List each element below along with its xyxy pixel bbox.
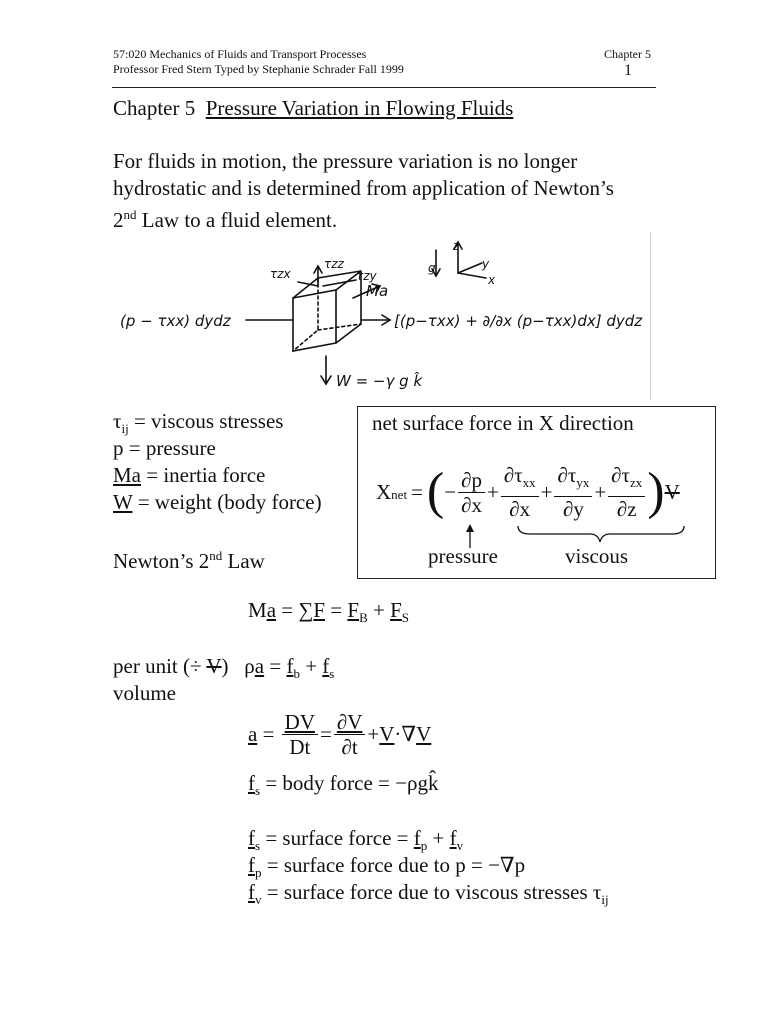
axis-y-arrow [458,263,482,273]
acceleration-equation: a = $\frac{DV}{Dt}$ = $\frac{\partial V}{\partial t}$ + V ·∇ V [248,709,432,759]
x-symbol: X [376,480,392,504]
equals-sign: = [411,480,423,504]
axis-y-label: y [482,257,490,271]
box-title: net surface force in X direction [372,411,634,435]
pressure-label: pressure [428,544,498,568]
course-title: 57:020 Mechanics of Fluids and Transport Processes [113,47,367,61]
axis-z-label: z [453,239,460,253]
w-symbol: W [113,490,133,514]
intro-line-1: For fluids in motion, the pressure variation is no longer [113,149,578,173]
intro-rest: Law to a fluid element. [136,208,338,232]
frac-dv-dt: $\frac{DV}{Dt}$ [282,710,318,759]
page-number: 1 [624,62,632,79]
per-unit-line: per unit (÷ V) $\rho a = f_b + f_s$ [113,654,335,682]
pressure-force-line: $f_p$ = surface force due to p = −∇p [248,853,526,881]
frac-dp-dx: $\frac{\partial p}{\partial x}$ [458,468,485,517]
header-rule [112,87,656,88]
frac-tau-yx: $\frac{\partial\tau_{yx}}{\partial y}$ [554,463,592,520]
volume-word: volume [113,681,176,705]
newton-text: Newton’s 2 [113,549,210,573]
cube-front [293,290,336,351]
title-text: Pressure Variation in Flowing Fluids [205,96,514,120]
gravity-label: g [428,261,436,275]
viscous-force-line: $f_v$ = surface force due to viscous stresses $\tau_{ij}$ [248,880,609,908]
newton-equation: $Ma = \sum F = F_B + F_S$ [248,598,409,626]
axis-x-label: x [488,273,496,287]
plus-2: + [540,480,553,504]
margin-line [650,232,651,400]
frac-tau-zx: $\frac{\partial\tau_{zx}}{\partial z}$ [608,463,645,520]
tau-zz-label: τzz [324,257,344,271]
x-sub: net [391,487,408,502]
right-force-label: [(p−τxx) + ∂/∂x (p−τxx)dx] dydz [394,312,643,330]
def-inertia [113,462,265,488]
intro-sup: nd [123,207,137,222]
weight-label: W = −γ g k̂ [336,372,423,390]
title-prefix: Chapter 5 [113,96,196,120]
surface-force-line: $f_s$ = surface force = $f_p + f_v$ [248,826,464,854]
def-pressure: p = pressure [113,436,216,460]
w-rest: = weight (body force) [132,490,322,514]
tau-zy-label: τzy [356,269,377,283]
volume-symbol: V [664,480,680,504]
page-title [113,95,513,121]
tau-symbol: τ [113,409,122,433]
tau-rest: = viscous stresses [128,409,284,433]
frac-pv-pt: $\frac{\partial V}{\partial t}$ [334,710,366,759]
tau-sub: ij [121,421,129,437]
fluid-element-figure [118,238,648,398]
left-force-label: (p − τxx) dydz [120,312,231,330]
close-paren: ) [647,463,665,520]
viscous-brace [518,526,684,542]
frac-tau-xx: $\frac{\partial\tau_{xx}}{\partial x}$ [501,463,539,520]
plus-3: + [594,480,607,504]
newton-heading [113,543,265,574]
newton-rest: Law [222,549,265,573]
net-force-equation [376,462,680,522]
minus-sign: − [444,480,457,504]
tau-zx-label: τzx [270,267,291,281]
ma-label: Ma [366,282,389,300]
newton-sup: nd [209,548,223,563]
body-force-line: $f_s$ = body force = −ρgk̂ [248,771,439,799]
def-weight [113,489,322,515]
ma-symbol: Ma [113,463,141,487]
open-paren: ( [426,463,445,520]
authors-line: Professor Fred Stern Typed by Stephanie Schrader Fall 1999 [113,62,404,76]
ma-rest: = inertia force [141,463,266,487]
intro-line-3 [113,202,337,233]
intro-line-2: hydrostatic and is determined from application of Newton’s [113,176,614,200]
plus-1: + [486,480,499,504]
viscous-label: viscous [565,544,628,568]
header-chapter: Chapter 5 [604,47,651,61]
intro-num: 2 [113,208,124,232]
axis-x-arrow [458,273,486,278]
